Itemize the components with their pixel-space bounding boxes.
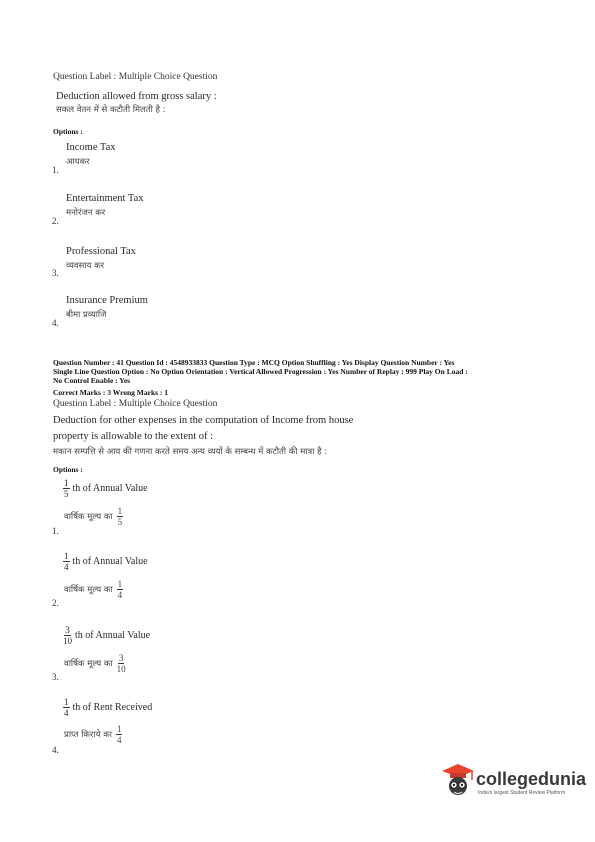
question-text-hi: सकल वेतन में से कटौती मिलती है :	[56, 105, 166, 115]
mascot-icon	[440, 762, 476, 800]
option-number: 1.	[52, 165, 59, 175]
option-text-en: Income Tax	[66, 142, 116, 153]
fraction: $\frac{1}{4}$	[116, 724, 122, 745]
marks-line: Correct Marks : 3 Wrong Marks : 1	[53, 388, 169, 397]
fraction: $\frac{3}{10}$	[63, 625, 72, 646]
fraction: $\frac{1}{5}$	[117, 506, 123, 527]
option-number: 1.	[52, 526, 59, 536]
logo-tagline: India's largest Student Review Platform	[478, 790, 566, 796]
option-text-hi: वार्षिक मूल्य का $\frac{1}{5}$	[64, 506, 123, 527]
option-number: 4.	[52, 745, 59, 755]
option-text-en: Entertainment Tax	[66, 193, 144, 204]
question-text-en: Deduction for other expenses in the computation of Income from house	[53, 415, 354, 426]
option-text-hi: बीमा प्रव्याजि	[66, 310, 107, 320]
option-number: 3.	[52, 268, 59, 278]
option-text-en: $\frac{1}{4}$ th of Rent Received	[64, 697, 153, 718]
option-number: 3.	[52, 672, 59, 682]
option-number: 2.	[52, 216, 59, 226]
option-text-en: Professional Tax	[66, 246, 136, 257]
question-text-en: property is allowable to the extent of :	[53, 431, 214, 442]
option-text-en: $\frac{1}{5}$ th of Annual Value	[64, 478, 148, 499]
option-text-hi: वार्षिक मूल्य का $\frac{1}{4}$	[64, 579, 123, 600]
option-text-hi: व्यवसाय कर	[66, 261, 105, 271]
options-label: Options :	[53, 127, 83, 136]
option-text-hi: वार्षिक मूल्य का $\frac{3}{10}$	[64, 653, 126, 674]
question-label: Question Label : Multiple Choice Question	[53, 399, 218, 409]
question-meta-line: No Control Enable : Yes	[53, 376, 131, 385]
option-text-en: $\frac{3}{10}$ th of Annual Value	[63, 625, 151, 646]
option-text-en: Insurance Premium	[66, 295, 148, 306]
fraction: $\frac{1}{4}$	[117, 579, 123, 600]
fraction: $\frac{1}{4}$	[64, 697, 69, 718]
fraction: $\frac{3}{10}$	[116, 653, 126, 674]
question-label: Question Label : Multiple Choice Question	[53, 72, 218, 82]
fraction: $\frac{1}{5}$	[64, 478, 69, 499]
option-text-hi: आयकर	[66, 157, 90, 167]
collegedunia-logo	[440, 762, 587, 802]
options-label: Options :	[53, 465, 83, 474]
question-meta-line: Question Number : 41 Question Id : 4548933833 Question Type : MCQ Option Shuffling : Yes Display Question Number : Yes	[53, 358, 455, 367]
logo-name: collegedunia	[476, 769, 587, 789]
fraction: $\frac{1}{4}$	[64, 551, 69, 572]
option-text-hi: प्राप्त किराये का $\frac{1}{4}$	[64, 724, 122, 745]
option-number: 2.	[52, 598, 59, 608]
question-text-en: Deduction allowed from gross salary :	[56, 91, 217, 102]
question-text-hi: मकान सम्पत्ति से आय की गणना करते समय अन्य व्ययों के सम्बन्ध में कटौती की मात्रा है :	[53, 447, 328, 457]
option-text-hi: मनोरंजन कर	[66, 208, 106, 218]
option-text-en: $\frac{1}{4}$ th of Annual Value	[64, 551, 148, 572]
option-number: 4.	[52, 318, 59, 328]
question-meta-line: Single Line Question Option : No Option Orientation : Vertical Allowed Progression : Yes Number of Replay : 999 Play On Load :	[53, 367, 468, 376]
